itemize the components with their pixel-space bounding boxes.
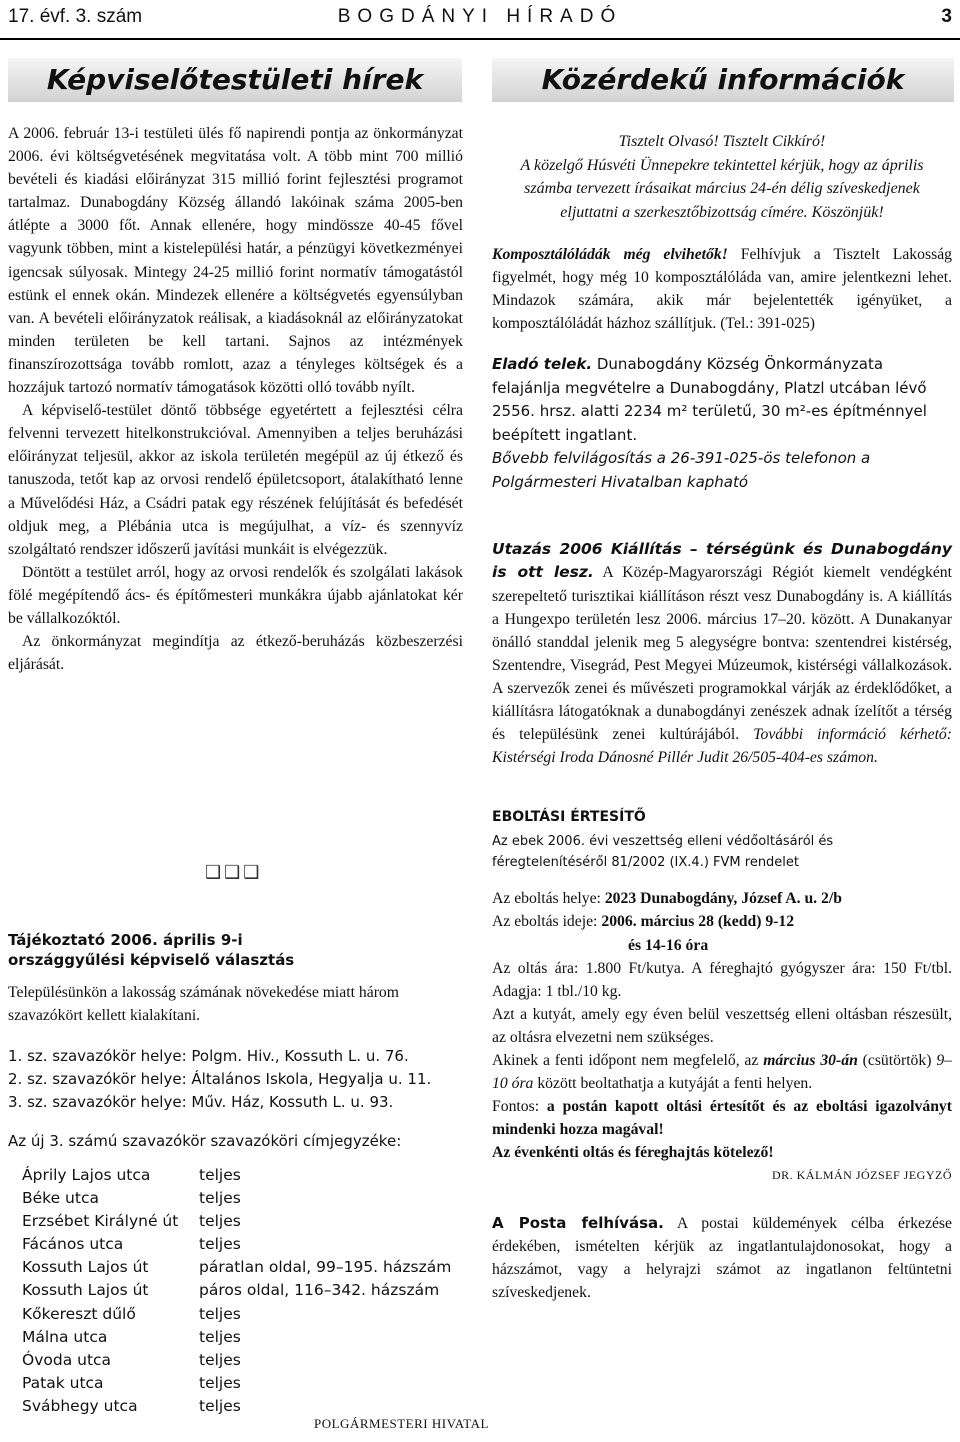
vacc-alt-date: Akinek a fenti időpont nem megfelelő, az március 30-án (csütörtök) 9–10 óra között beoltathatja a kutyáját a fenti helyen. [492, 1051, 952, 1093]
council-paragraph-1: A 2006. február 13-i testületi ülés fő napirendi pontja az önkormányzat 2006. évi költségvetésének megvitatása volt. A több mint 700 millió bevételi és kiadási előirányzat 315 millió forint fejlesztési programot tartalmaz. Dunabogdány Község állandó lakóinak száma 2005-ben átlépte a 3000 főt. Annak ellenére, hogy mindössze 40-45 fővel vagyunk többen, mint a kistelepülési határ, a pénzügyi következményei igencsak súlyosak. Mintegy 24-25 millió forint normatív támogatástól estünk el ennek okán. Mindezek ellenére a költségvetés egyensúlyban van. A bevételi előirányzatok reálisak, a kiadásoknál az előirányzatokat minden területen be kell tartani. Sajnos az intézmények finanszírozottsága tovább romlott, azaz a tényleges költségek és a hozzájuk tartozó normatív támogatások közötti olló tovább nyílt. [8, 125, 463, 397]
page-number: 3 [941, 6, 952, 27]
vacc-mandatory: Az évenkénti oltás és féreghajtás kötelező! [492, 1144, 774, 1162]
council-paragraph-2: A képviselő-testület döntő többsége egyetértett a fejlesztési célra felvenni tervezett hitelkonstrukcióval. Amennyiben a teljes beruházási előirányzat teljesül, akkor az iskola területén megépül az új étkező és tanuszoda, tetőt kap az orvosi rendelő épületcsoport, átalakítható lenne a Művelődési Ház, a Csádri patak egy részének felújítását és befedését oldjuk meg, a Plébánia utca is megújulhat, a víz- és szennyvíz szolgáltató rendszer időszerű javítási munkáit is elvégezzük. [8, 402, 463, 558]
expo-notice [492, 538, 952, 769]
election-info [8, 930, 468, 1154]
expo-more: További információ kérhető: Kistérségi Iroda Dánosné Pillér Judit 26/505-404-es számon. [492, 726, 953, 767]
vaccination-decree: Az ebek 2006. évi veszettség elleni védőoltásáról és féregtelenítéséről 81/2002 (IX.4.) FVM rendelet [492, 834, 834, 871]
compost-notice [492, 243, 952, 335]
separator-squares: ❑❑❑ [205, 862, 263, 883]
council-paragraph-3: Döntött a testület arról, hogy az orvosi rendelők és szolgálati lakások fölé megépítendő ács- és építőmesteri munkákra újabb ajánlatokat kér be vállalkozóktól. [8, 563, 463, 627]
council-news [8, 122, 463, 676]
compost-text: Felhívjuk a Tisztelt Lakosság figyelmét, hogy még 10 komposztálóláda van, amire jelentkezni lehet. Mindazok számára, akik már bejelentették igényüket, a komposztálóládát házhoz szállítjuk. (Tel.: 391-025) [492, 246, 952, 333]
vacc-price: Az oltás ára: 1.800 Ft/kutya. A féreghajtó gyógyszer ára: 150 Ft/tbl. Adagja: 1 tbl./10 kg. [492, 959, 952, 1000]
land-sale-more: Bővebb felvilágosítás a 26-391-025-ös telefonon a Polgármesteri Hivatalban kapható [492, 449, 871, 491]
post-text: A postai küldemények célba érkezése érdekében, ismételten kérjük az ingatlantulajdonosokat, hogy a házszámot, vagy a helyrajzi számot az ingatlanon feltüntetni szíveskedjenek. [492, 1214, 952, 1301]
left-section-title: Képviselőtestületi hírek [8, 58, 462, 102]
post-heading: A Posta felhívása. [492, 1213, 664, 1232]
vaccination-heading: EBOLTÁSI ÉRTESÍTŐ [492, 809, 646, 826]
notice-body: A közelgő Húsvéti Ünnepekre tekintettel kérjük, hogy az április számba tervezett írásaikat március 24-én délig szíveskedjenek eljuttatni a szerkesztőbizottság címére. Köszönjük! [520, 156, 924, 221]
election-title-1: Tájékoztató 2006. április 9-i [8, 931, 243, 949]
post-notice [492, 1212, 952, 1304]
compost-heading: Komposztálóládák még elvihetők! [492, 246, 728, 263]
vacc-important: Fontos: a postán kapott oltási értesítőt és az eboltási igazolványt mindenki hozza magával! [492, 1098, 952, 1139]
election-title-2: országgyűlési képviselő választás [8, 951, 295, 969]
vaccination-notice [492, 807, 952, 1187]
vacc-place-label: Az eboltás helye: [492, 890, 605, 908]
editor-notice [492, 130, 952, 224]
vacc-place: 2023 Dunabogdány, József A. u. 2/b [604, 890, 842, 908]
vacc-date-2: és 14-16 óra [628, 936, 709, 954]
vacc-date: 2006. március 28 (kedd) 9-12 [601, 913, 795, 931]
district-2: 2. sz. szavazókör helye: Általános Iskola, Hegyalja u. 11. [8, 1070, 432, 1089]
land-sale-heading: Eladó telek. [492, 355, 593, 374]
election-intro: Településünkön a lakosság számának növekedése miatt három szavazókört kellett kialakítani. [8, 984, 399, 1025]
office-signature: POLGÁRMESTERI HIVATAL [314, 1416, 489, 1431]
land-sale-text: Dunabogdány Község Önkormányzata felajánlja megvételre a Dunabogdány, Platzl utcában lévő 2556. hrsz. alatti 2234 m² területű, 30 m²-es építménnyel beépített ingatlant. [492, 355, 927, 444]
page-header [0, 0, 960, 40]
vacc-exempt: Azt a kutyát, amely egy éven belül veszettség elleni oltásban részesült, az oltásra elvezetni nem szükséges. [492, 1005, 952, 1046]
address-list-heading: Az új 3. számú szavazókör szavazóköri címjegyzéke: [8, 1132, 402, 1151]
district-1: 1. sz. szavazókör helye: Polgm. Hiv., Kossuth L. u. 76. [8, 1047, 409, 1066]
council-paragraph-4: Az önkormányzat megindítja az étkező-beruházás közbeszerzési eljárását. [8, 633, 463, 674]
header-rule [0, 38, 960, 40]
expo-text: A Közép-Magyarországi Régiót kiemelt vendégként szerepeltető turisztikai kiállításon részt vesz Dunabogdány is. A kiállítás a Hungexpo területén lesz 2006. március 17–20. között. A Dunakanyar önálló standdal jelenik meg 5 alegységre bontva: szentendrei kistérség, Szentendre, Visegrád, Pest Megyei Múzeumok, kistérségi vállalkozások. A szervezők zenei és művészeti programokkal várják az érdeklődőket, a kiállításra látogatóknak a dunabogdányi zenészek adnak ízelítőt a térség és településünk zenei kultúrájából. [492, 564, 952, 744]
expo-heading: Utazás 2006 Kiállítás – térségünk és Dunabogdány is ott lesz. [492, 540, 952, 582]
vacc-date-label: Az eboltás ideje: [492, 913, 602, 931]
notice-greeting: Tisztelt Olvasó! Tisztelt Cikkíró! [618, 133, 826, 150]
issue-label: 17. évf. 3. szám [8, 6, 143, 27]
land-sale-notice [492, 353, 952, 494]
public-info [492, 130, 952, 1304]
notary-signature: DR. KÁLMÁN JÓZSEF JEGYZŐ [771, 1168, 952, 1183]
district-3: 3. sz. szavazókör helye: Műv. Ház, Kossuth L. u. 93. [8, 1093, 394, 1112]
masthead: BOGDÁNYI HÍRADÓ [337, 6, 623, 27]
right-section-title: Közérdekű információk [492, 58, 954, 102]
